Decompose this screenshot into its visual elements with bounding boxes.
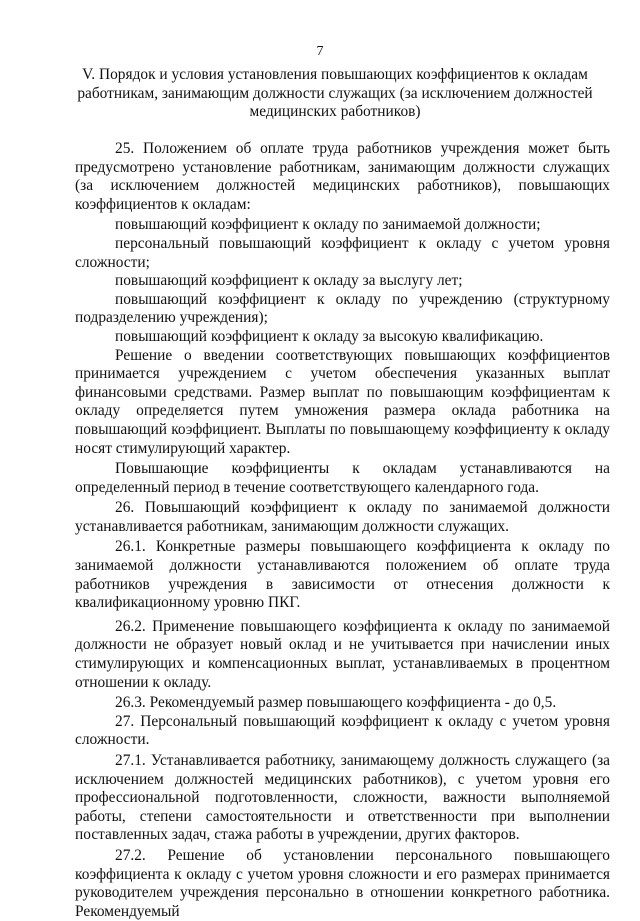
paragraph-26-2: 26.2. Применение повышающего коэффициента к окладу по занимаемой должности не образует новый оклад и не учитывается при начислении иных стимулирующих и компенсационных выплат, устанавливаемых в процентном отношении к окладу. — [75, 617, 610, 691]
paragraph-25: 25. Положением об оплате труда работников учреждения может быть предусмотрено установление работникам, занимающим должности служащих (за исключением должностей медицинских работников), повышающих коэффициентов к окладам: — [75, 140, 610, 213]
paragraph-decision: Решение о введении соответствующих повышающих коэффициентов принимается учреждением с учетом обеспечения указанных выплат финансовыми средствами. Размер выплат по повышающим коэффициентам к окладу определяется путем умножения размера оклада работника на повышающий коэффициент. Выплаты по повышающему коэффициенту к окладу носят стимулирующий характер. — [75, 346, 610, 457]
list-item: повышающий коэффициент к окладу за высокую квалификацию. — [115, 327, 544, 345]
paragraph-27-1: 27.1. Устанавливается работнику, занимающему должность служащего (за исключением должностей медицинских работников), с учетом уровня его профессиональной подготовленности, сложности, важности выполняемой работы, степени самостоятельности и ответственности при выполнении поставленных задач, стажа работы в учреждении, других факторов. — [75, 752, 610, 844]
document-body — [75, 140, 610, 921]
page-number: 7 — [316, 44, 324, 59]
section-heading: V. Порядок и условия установления повышающих коэффициентов к окладам работникам, занимающим должности служащих (за исключением должностей медицинских работников) — [77, 66, 593, 120]
paragraph-26: 26. Повышающий коэффициент к окладу по занимаемой должности устанавливается работникам, занимающим должности служащих. — [75, 499, 610, 535]
list-item: персональный повышающий коэффициент к окладу с учетом уровня сложности; — [75, 234, 610, 271]
list-item: повышающий коэффициент к окладу за выслугу лет; — [115, 272, 463, 290]
list-item: повышающий коэффициент к окладу по учреждению (структурному подразделению учреждения); — [75, 290, 610, 327]
paragraph-26-3: 26.3. Рекомендуемый размер повышающего коэффициента - до 0,5. — [115, 694, 557, 712]
paragraph-27-2: 27.2. Решение об установлении персонального повышающего коэффициента к окладу с учетом уровня сложности и его размерах принимается руководителем учреждения персонально в отношении конкретного работника. Рекомендуемый — [75, 846, 610, 920]
paragraph-period: Повышающие коэффициенты к окладам устанавливаются на определенный период в течение соответствующего календарного года. — [75, 460, 610, 496]
paragraph-26-1: 26.1. Конкретные размеры повышающего коэффициента к окладу по занимаемой должности устанавливаются положением об оплате труда работников учреждения в зависимости от отнесения должности к квалификационному уровню ПКГ. — [75, 538, 610, 612]
paragraph-27: 27. Персональный повышающий коэффициент к окладу с учетом уровня сложности. — [75, 712, 610, 749]
list-item: повышающий коэффициент к окладу по занимаемой должности; — [115, 216, 541, 234]
